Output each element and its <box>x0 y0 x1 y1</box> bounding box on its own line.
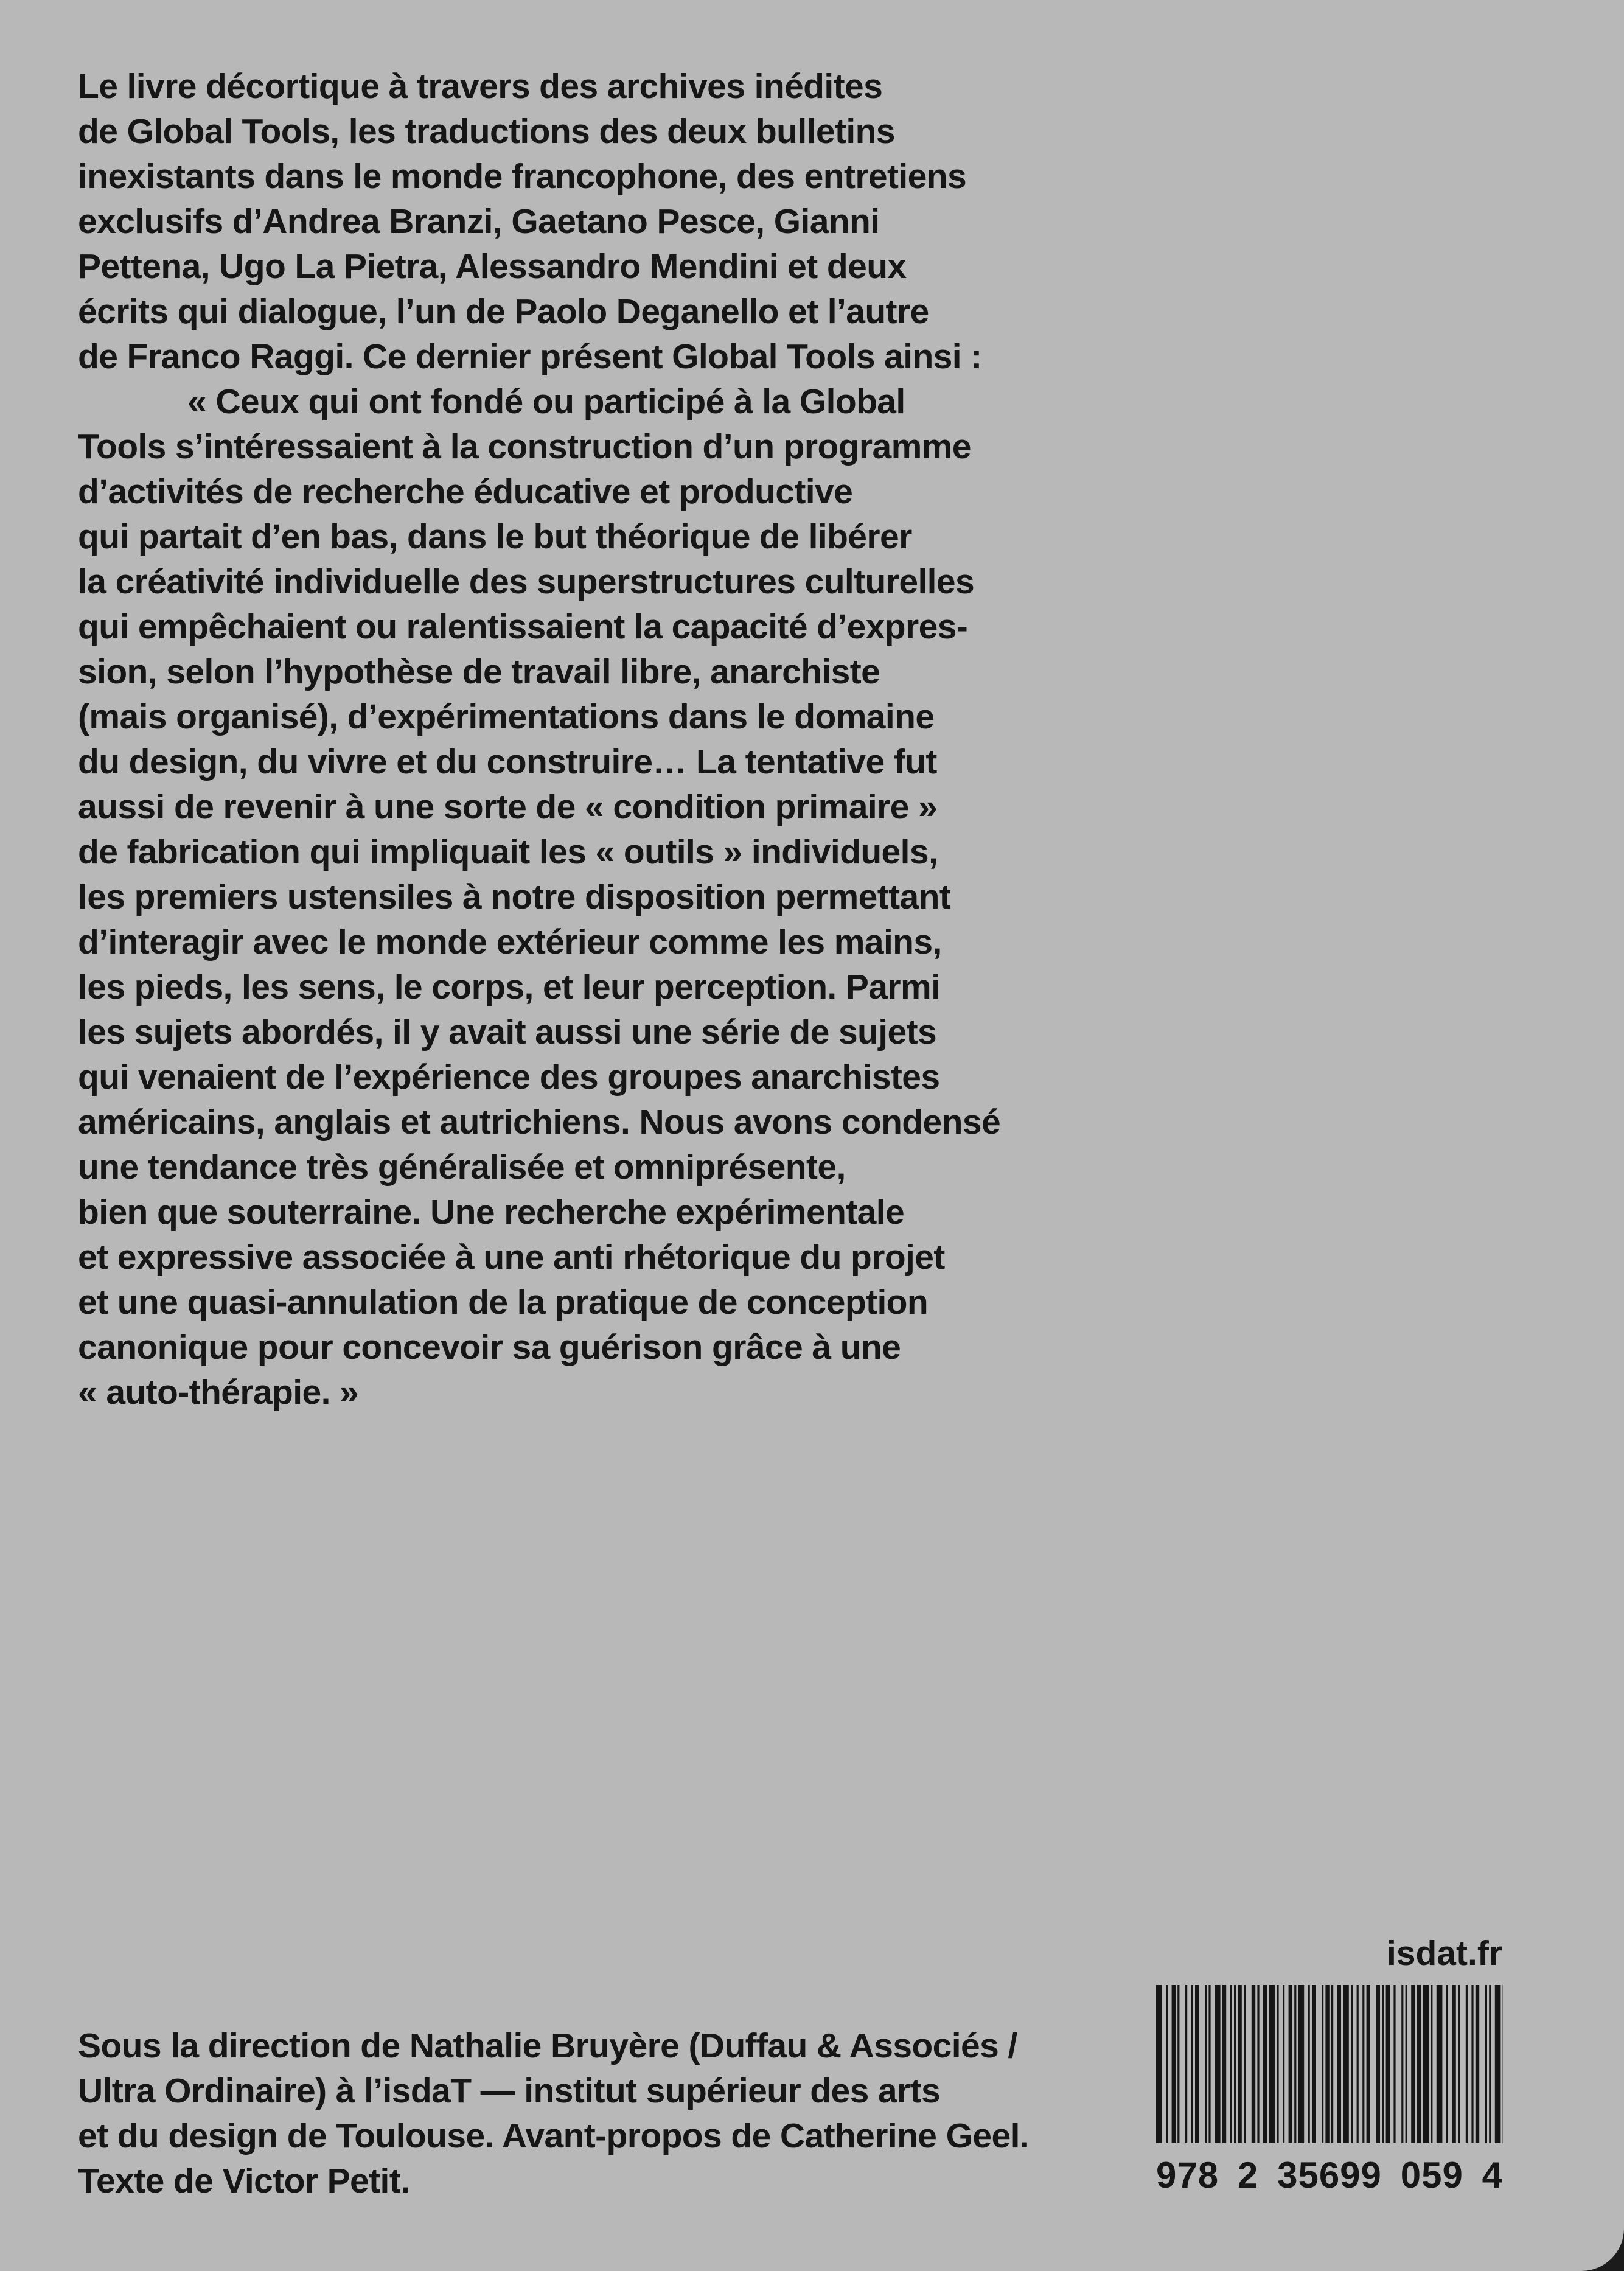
quote-line: (mais organisé), d’expérimentations dans le domaine <box>78 697 935 736</box>
quote-line: bien que souterraine. Une recherche expérimentale <box>78 1193 905 1232</box>
quote-line: et expressive associée à une anti rhétorique du projet <box>78 1238 945 1277</box>
barcode-bar <box>1283 1985 1284 2143</box>
description-line: Pettena, Ugo La Pietra, Alessandro Mendini et deux <box>78 247 907 286</box>
barcode-bar <box>1195 1985 1199 2143</box>
barcode-bar <box>1423 1985 1429 2143</box>
barcode-bar <box>1401 1985 1403 2143</box>
quote-line: qui partait d’en bas, dans le but théorique de libérer <box>78 517 912 556</box>
barcode-bar <box>1393 1985 1395 2143</box>
quote-line: qui empêchaient ou ralentissaient la capacité d’expres- <box>78 607 968 646</box>
credits-text <box>78 2023 1124 2203</box>
barcode-bar <box>1263 1985 1267 2143</box>
barcode-bar <box>1476 1985 1479 2143</box>
quote-line: Tools s’intéressaient à la construction d’un programme <box>78 427 971 466</box>
quote-line: américains, anglais et autrichiens. Nous avons condensé <box>78 1103 1001 1142</box>
quote-line: de fabrication qui impliquait les « outils » individuels, <box>78 832 938 871</box>
barcode-bar <box>1215 1985 1221 2143</box>
barcode-bar <box>1244 1985 1246 2143</box>
quote-line: les premiers ustensiles à notre disposition permettant <box>78 877 951 916</box>
barcode-bar <box>1351 1985 1353 2143</box>
barcode-bar <box>1495 1985 1501 2143</box>
barcode-bar <box>1386 1985 1390 2143</box>
barcode-bar <box>1257 1985 1259 2143</box>
barcode-bar <box>1230 1985 1232 2143</box>
quote-line: les sujets abordés, il y avait aussi une série de sujets <box>78 1013 937 1052</box>
barcode-bar <box>1298 1985 1305 2143</box>
barcode-bar <box>1177 1985 1179 2143</box>
barcode-bar <box>1172 1985 1176 2143</box>
barcode-bar <box>1312 1985 1316 2143</box>
credits-line: Texte de Victor Petit. <box>78 2161 410 2200</box>
barcode-bar <box>1458 1985 1460 2143</box>
barcode-bar <box>1382 1985 1384 2143</box>
barcode-bar <box>1269 1985 1275 2143</box>
description-line: de Global Tools, les traductions des deux bulletins <box>78 112 895 151</box>
barcode-bar <box>1234 1985 1236 2143</box>
barcode-bar <box>1446 1985 1448 2143</box>
barcode-bar <box>1238 1985 1241 2143</box>
quote-line: qui venaient de l’expérience des groupes anarchistes <box>78 1058 940 1097</box>
barcode-bar <box>1417 1985 1421 2143</box>
isbn-number: 978 2 35699 059 4 <box>1156 2155 1503 2196</box>
credits-line: Sous la direction de Nathalie Bruyère (Duffau & Associés / <box>78 2026 1017 2065</box>
barcode-bar <box>1325 1985 1329 2143</box>
description-line: écrits qui dialogue, l’un de Paolo Deganello et l’autre <box>78 292 929 331</box>
website-url[interactable]: isdat.fr <box>1386 1934 1502 1973</box>
barcode-bar <box>1156 1985 1162 2143</box>
quote-line: « Ceux qui ont fondé ou participé à la Global <box>187 382 905 421</box>
barcode-bar <box>1185 1985 1187 2143</box>
barcode-bar <box>1452 1985 1455 2143</box>
barcode-bar <box>1431 1985 1432 2143</box>
description-line: inexistants dans le monde francophone, des entretiens <box>78 157 967 196</box>
quote-line: d’interagir avec le monde extérieur comme les mains, <box>78 923 942 961</box>
quote-line: du design, du vivre et du construire… La tentative fut <box>78 742 937 781</box>
barcode-bar <box>1406 1985 1407 2143</box>
barcode-bar <box>1357 1985 1359 2143</box>
barcode-bar <box>1294 1985 1296 2143</box>
barcode-bar <box>1411 1985 1415 2143</box>
barcode-bar <box>1252 1985 1255 2143</box>
credits-line: Ultra Ordinaire) à l’isdaT — institut supérieur des arts <box>78 2071 941 2110</box>
barcode-bar <box>1289 1985 1292 2143</box>
quote-line: « auto-thérapie. » <box>78 1373 359 1412</box>
barcode-bar <box>1343 1985 1349 2143</box>
barcode-bar <box>1362 1985 1364 2143</box>
barcode-bar <box>1277 1985 1278 2143</box>
barcode-bar <box>1166 1985 1168 2143</box>
quote-line: sion, selon l’hypothèse de travail libre, anarchiste <box>78 652 880 691</box>
quote-line: aussi de revenir à une sorte de « condition primaire » <box>78 787 938 826</box>
credits-line: et du design de Toulouse. Avant-propos de Catherine Geel. <box>78 2116 1030 2155</box>
barcode-bar <box>1471 1985 1473 2143</box>
barcode-bar <box>1485 1985 1487 2143</box>
barcode-bar <box>1222 1985 1226 2143</box>
barcode-bar <box>1376 1985 1380 2143</box>
description-line: de Franco Raggi. Ce dernier présent Global Tools ainsi : <box>78 337 982 376</box>
barcode-bar <box>1308 1985 1310 2143</box>
barcode-bar <box>1205 1985 1207 2143</box>
quote-line: canonique pour concevoir sa guérison grâce à une <box>78 1328 901 1367</box>
blurb-text <box>78 64 1124 1415</box>
quote-line: et une quasi-annulation de la pratique de conception <box>78 1283 929 1322</box>
barcode-bar <box>1208 1985 1210 2143</box>
quote-line: d’activités de recherche éducative et productive <box>78 472 853 511</box>
barcode-bar <box>1337 1985 1341 2143</box>
barcode-bar <box>1489 1985 1491 2143</box>
barcode-bar <box>1322 1985 1323 2143</box>
barcode <box>1156 1985 1503 2177</box>
barcode-bar <box>1466 1985 1468 2143</box>
quote-line: la créativité individuelle des superstructures culturelles <box>78 562 975 601</box>
quote-line: les pieds, les sens, le corps, et leur perception. Parmi <box>78 968 941 1006</box>
description-line: Le livre décortique à travers des archives inédites <box>78 67 883 106</box>
barcode-bar <box>1331 1985 1333 2143</box>
barcode-bar <box>1367 1985 1370 2143</box>
barcode-bar <box>1437 1985 1443 2143</box>
quote-line: une tendance très généralisée et omniprésente, <box>78 1148 846 1187</box>
description-line: exclusifs d’Andrea Branzi, Gaetano Pesce, Gianni <box>78 202 880 241</box>
barcode-bar <box>1191 1985 1193 2143</box>
